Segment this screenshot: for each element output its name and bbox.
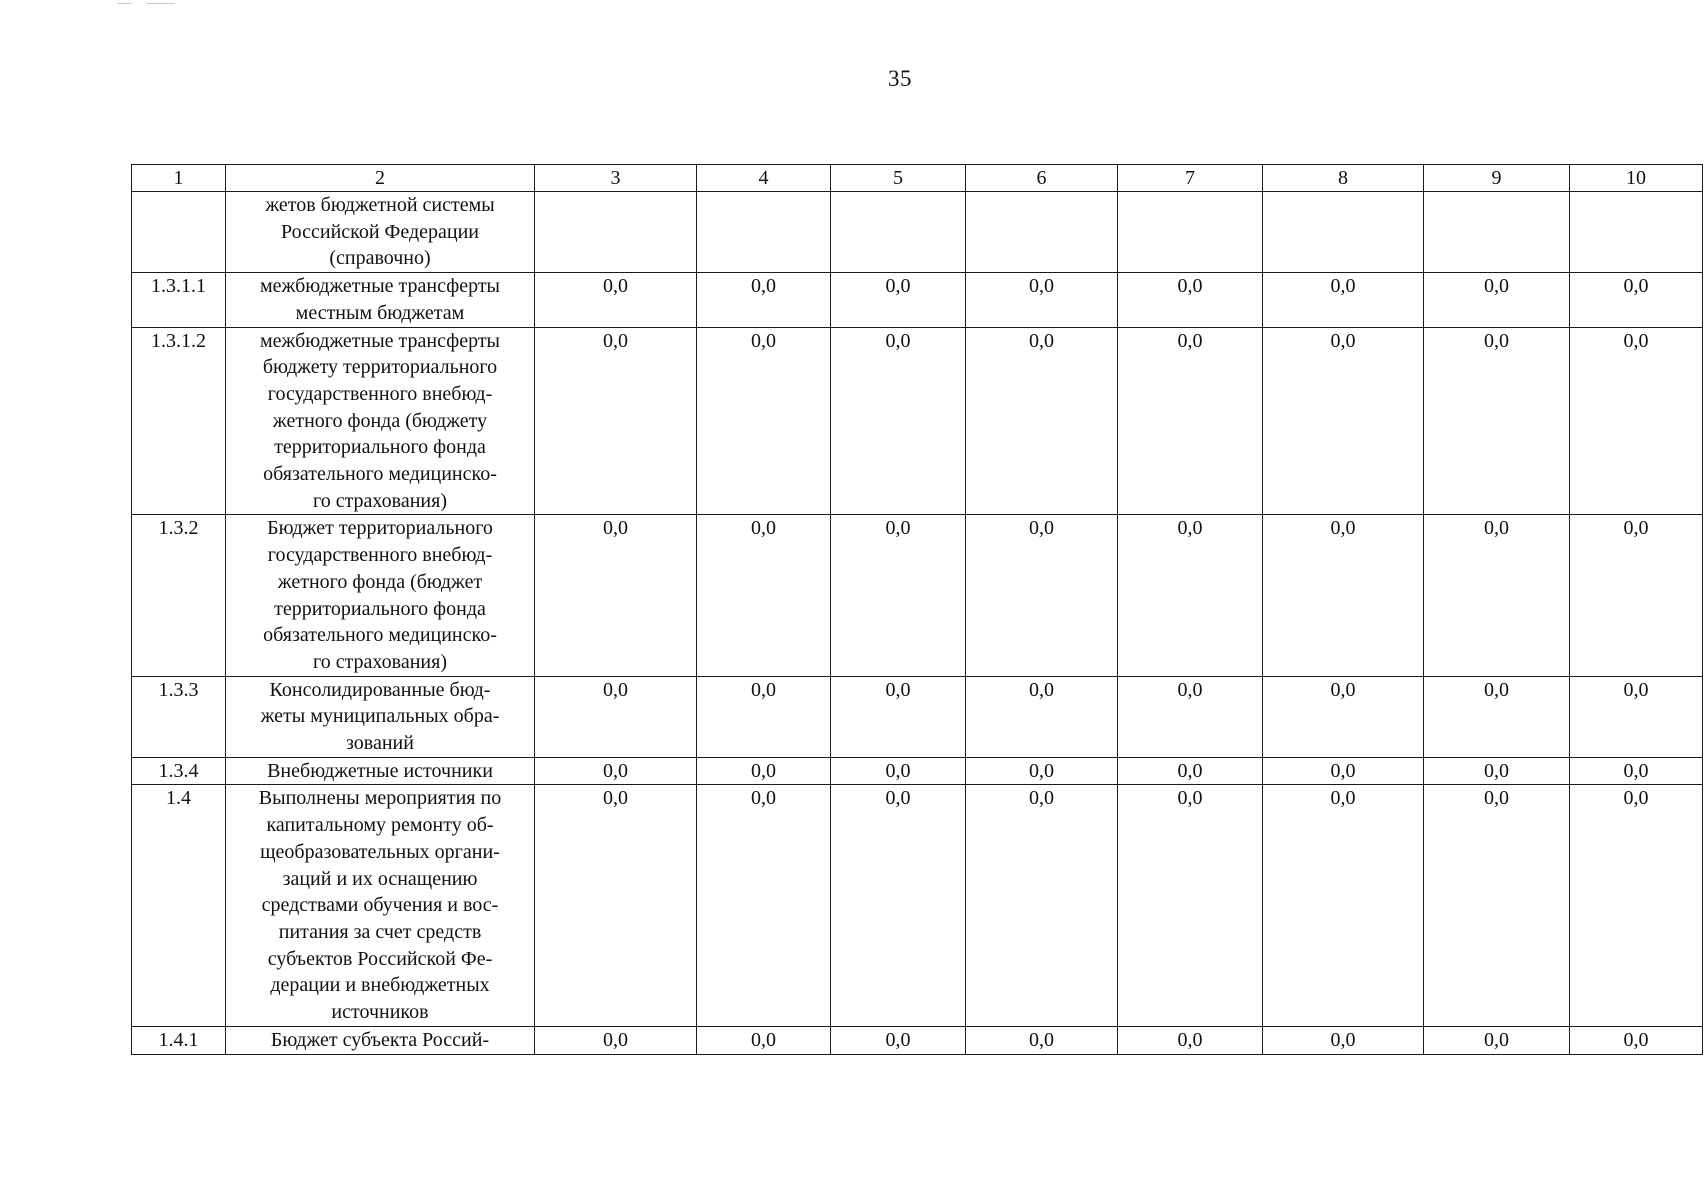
row-name-cell [226,676,535,757]
row-name-line: Консолидированные бюд- [269,678,491,701]
value-cell-col-8: 0,0 [1263,785,1424,1026]
row-name-line: жетов бюджетной системы [265,194,495,216]
value-cell-col-5: 0,0 [831,785,966,1026]
value-cell-col-5: 0,0 [831,327,966,515]
value-cell-col-5: 0,0 [831,273,966,327]
row-name-line: (справочно) [329,247,431,270]
row-name-line: обязательного медицинско- [263,624,497,647]
row-name-line: Российской Федерации [280,220,480,243]
row-name-line: местным бюджетам [295,301,465,324]
column-number-row [132,165,1703,192]
value-cell-col-4: 0,0 [697,757,831,785]
row-name-line: жетного фонда (бюджету [272,409,488,432]
table-row [132,192,1703,273]
value-cell-col-9: 0,0 [1424,515,1570,676]
row-name-line: жеты муниципальных обра- [260,705,500,728]
row-name-line: территориального фонда [274,436,486,459]
row-name-line: дерации и внебюджетных [270,974,490,997]
value-cell-col-4: 0,0 [697,327,831,515]
row-name-cell [226,192,535,273]
row-name-cell [226,757,535,785]
value-cell-col-6: 0,0 [966,757,1118,785]
row-code-cell: 1.4 [132,785,226,1026]
row-name-line: го страхования) [312,489,447,512]
value-cell-col-10 [1570,192,1703,273]
value-cell-col-10: 0,0 [1570,757,1703,785]
value-cell-col-8: 0,0 [1263,757,1424,785]
table-row [132,676,1703,757]
table-row [132,757,1703,785]
row-name-line: Бюджет территориального [267,517,493,540]
row-name-line: го страхования) [312,650,447,673]
value-cell-col-9: 0,0 [1424,757,1570,785]
budget-table [131,164,1703,1055]
table-row [132,785,1703,1026]
value-cell-col-6: 0,0 [966,327,1118,515]
value-cell-col-3 [535,192,697,273]
value-cell-col-8: 0,0 [1263,1026,1424,1054]
value-cell-col-3: 0,0 [535,1026,697,1054]
value-cell-col-5 [831,192,966,273]
row-name-line: заций и их оснащению [282,867,478,890]
row-name-line: обязательного медицинско- [263,463,497,486]
row-name-line: государственного внебюд- [267,382,493,405]
value-cell-col-7: 0,0 [1118,515,1263,676]
value-cell-col-6: 0,0 [966,785,1118,1026]
row-name-line: щеобразовательных органи- [260,840,500,863]
column-number-cell: 5 [831,165,966,192]
value-cell-col-8: 0,0 [1263,327,1424,515]
value-cell-col-9: 0,0 [1424,273,1570,327]
value-cell-col-9: 0,0 [1424,327,1570,515]
value-cell-col-3: 0,0 [535,273,697,327]
row-code-cell [132,192,226,273]
value-cell-col-3: 0,0 [535,676,697,757]
value-cell-col-4: 0,0 [697,515,831,676]
value-cell-col-3: 0,0 [535,785,697,1026]
value-cell-col-7: 0,0 [1118,757,1263,785]
row-code-cell: 1.3.1.1 [132,273,226,327]
value-cell-col-7: 0,0 [1118,1026,1263,1054]
column-number-cell: 2 [226,165,535,192]
row-name-line: субъектов Российской Фе- [267,947,493,970]
value-cell-col-9: 0,0 [1424,1026,1570,1054]
column-number-cell: 3 [535,165,697,192]
value-cell-col-4: 0,0 [697,273,831,327]
value-cell-col-8: 0,0 [1263,676,1424,757]
row-name-line: Бюджет субъекта Россий- [270,1028,490,1051]
value-cell-col-6 [966,192,1118,273]
row-name-line: Внебюджетные источники [267,759,493,782]
row-name-line: зований [346,732,414,755]
scan-artifact-mark [118,3,132,4]
column-number-cell: 10 [1570,165,1703,192]
value-cell-col-5: 0,0 [831,757,966,785]
row-name-cell [226,273,535,327]
value-cell-col-7: 0,0 [1118,273,1263,327]
value-cell-col-10: 0,0 [1570,515,1703,676]
value-cell-col-3: 0,0 [535,757,697,785]
column-number-cell: 9 [1424,165,1570,192]
row-name-line: питания за счет средств [278,920,482,943]
value-cell-col-5: 0,0 [831,676,966,757]
value-cell-col-7 [1118,192,1263,273]
row-name-cell [226,785,535,1026]
value-cell-col-5: 0,0 [831,515,966,676]
table-row [132,273,1703,327]
value-cell-col-7: 0,0 [1118,676,1263,757]
value-cell-col-8 [1263,192,1424,273]
value-cell-col-10: 0,0 [1570,273,1703,327]
row-name-line: источников [331,1001,429,1024]
table-row [132,327,1703,515]
column-number-cell: 4 [697,165,831,192]
row-name-line: средствами обучения и вос- [261,894,499,917]
value-cell-col-6: 0,0 [966,1026,1118,1054]
value-cell-col-8: 0,0 [1263,273,1424,327]
value-cell-col-3: 0,0 [535,327,697,515]
row-name-line: межбюджетные трансферты [260,275,500,298]
value-cell-col-9: 0,0 [1424,676,1570,757]
value-cell-col-10: 0,0 [1570,1026,1703,1054]
row-code-cell: 1.3.1.2 [132,327,226,515]
row-name-line: жетного фонда (бюджет [277,570,483,593]
row-name-line: территориального фонда [274,597,486,620]
table-row [132,515,1703,676]
value-cell-col-8: 0,0 [1263,515,1424,676]
value-cell-col-6: 0,0 [966,273,1118,327]
value-cell-col-6: 0,0 [966,676,1118,757]
row-code-cell: 1.3.2 [132,515,226,676]
value-cell-col-4: 0,0 [697,1026,831,1054]
value-cell-col-7: 0,0 [1118,785,1263,1026]
row-name-cell [226,515,535,676]
value-cell-col-10: 0,0 [1570,327,1703,515]
row-name-line: капитальному ремонту об- [266,814,494,837]
value-cell-col-3: 0,0 [535,515,697,676]
row-code-cell: 1.3.4 [132,757,226,785]
row-name-line: Выполнены мероприятия по [258,787,502,810]
row-name-line: государственного внебюд- [267,544,493,567]
value-cell-col-10: 0,0 [1570,785,1703,1026]
value-cell-col-10: 0,0 [1570,676,1703,757]
scan-artifact-mark [147,3,175,4]
value-cell-col-4: 0,0 [697,676,831,757]
row-name-line: бюджету территориального [262,356,498,379]
column-number-cell: 8 [1263,165,1424,192]
value-cell-col-7: 0,0 [1118,327,1263,515]
page-number: 35 [888,66,912,91]
column-number-cell: 1 [132,165,226,192]
row-name-cell [226,1026,535,1054]
value-cell-col-4: 0,0 [697,785,831,1026]
column-number-cell: 7 [1118,165,1263,192]
value-cell-col-9 [1424,192,1570,273]
value-cell-col-9: 0,0 [1424,785,1570,1026]
row-code-cell: 1.3.3 [132,676,226,757]
row-name-cell [226,327,535,515]
value-cell-col-5: 0,0 [831,1026,966,1054]
row-name-line: межбюджетные трансферты [260,329,500,352]
table-row [132,1026,1703,1054]
value-cell-col-4 [697,192,831,273]
column-number-cell: 6 [966,165,1118,192]
row-code-cell: 1.4.1 [132,1026,226,1054]
value-cell-col-6: 0,0 [966,515,1118,676]
